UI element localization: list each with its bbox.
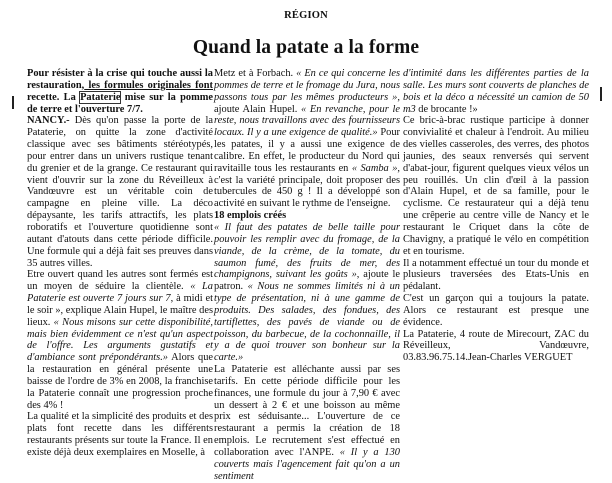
- paragraph-text: Pour les patates, il y a aussi une exigence de calibre. En effet, le producteur du Nord qui ravitaille tous les restaurants en: [214, 127, 400, 174]
- paragraph: [214, 222, 400, 364]
- paragraph: C'est un garçon qui a toujours la patate. Alors ce restaurant est presque une évidence.: [403, 293, 589, 328]
- paragraph-text: Metz et à Forbach.: [214, 68, 297, 79]
- paragraph: [27, 115, 213, 269]
- paragraph-text: de brocante !»: [415, 103, 478, 115]
- dateline: NANCY.-: [27, 115, 70, 127]
- article-body: [0, 68, 612, 483]
- quote: « Nous misons sur cette disponibilité, mais bien évidemment ce n'est qu'un aspect de l'offre. Les arguments gustatifs et d'ambiance sont prépondérants.»: [27, 316, 213, 364]
- quote: « En revanche, pour le reste, nous travaillons avec des fournisseurs locaux. Il y a une exigence de qualité.»: [214, 103, 400, 139]
- paragraph: Il a notamment effectué un tour du monde et plusieurs traversées des Etats-Unis en pédalant.: [403, 257, 589, 293]
- quote: « La Pataterie est ouverte 7 jours sur 7: [27, 281, 213, 305]
- quote: « Il y a 130 couverts mais l'agencement fait qu'on a un sentiment: [214, 447, 400, 482]
- paragraph-text: , ajoute le patron.: [214, 269, 400, 293]
- lead-text: Pour résister à la crise qui touche aussi la restauration,: [27, 68, 213, 91]
- subheading: 18 emplois créés: [214, 210, 287, 222]
- paragraph-text: Dès qu'on passe la porte de la Pataterie, on quitte la zone d'activité classique avec ses bâtiments stéréotypés, pour entrer dans un univers rustique tenant du grenier et de la grange. Ce restaurant qui vient d'ouvrir sur la zone du Réveilleux à Vandœuvre est un véritable coin de campagne en pleine ville. La déco dépaysante, les tarifs attractifs, les plats roboratifs et l'ouverture quotidienne sont autant d'atouts dans cette période difficile. Une formule qui a déjà fait ses preuves dans 35 autres villes.: [27, 115, 213, 269]
- article-lead: [27, 68, 213, 115]
- section-label: RÉGION: [284, 10, 328, 21]
- lead-text: mise sur la pomme de terre et l'ouverture 7/7.: [27, 91, 213, 115]
- paragraph: [27, 411, 213, 458]
- article-column-2: [214, 68, 400, 483]
- paragraph-text: , ajoute Alain Hupel.: [214, 91, 400, 115]
- quote: « En ce qui concerne les pommes de terre et le fromage du Jura, nous passons tous par les mêmes producteurs »: [214, 68, 400, 103]
- quote: « Il faut des patates de belle taille pour pouvoir les remplir avec du fromage, de la viande, de la crème, de la tomate, du saumon fumé, des fruits de mer, des champignons, suivant les goûts »: [214, 221, 400, 281]
- paragraph: [27, 269, 213, 411]
- address-signature: La Pataterie, 4 route de Mirecourt, ZAC du Réveilleux, Vandœuvre, 03.83.96.75.14.Jean-Charles VERGUET: [403, 328, 589, 364]
- masthead: [0, 0, 612, 60]
- lead-text: recette. La: [27, 91, 81, 103]
- paragraph: Ce bric-à-brac rustique participe à donner convivialité et chaleur à l'endroit. Au milieu des vielles casseroles, des verres, des photos jaunies, des seaux renversés qui servent d'abat-jour, figurent quelques vieux vélos un peu rouillés. Un clin d'œil à la passion d'Alain Hupel, et de sa famille, pour le cyclisme. Ce restaurateur qui a déjà tenu une crêperie au centre ville de Nancy et le restaurant le Criquet dans la côte de Chavigny, a pratiqué le vélo en compétition et en tourisme.: [403, 115, 589, 257]
- paragraph-text: Alors que la restauration en général présente une baisse de l'ordre de 3% en 2008, la franchise la Pataterie connaît une progression proche des 4% !: [27, 352, 214, 411]
- quote: « Samba »: [351, 162, 398, 174]
- paragraph-text: La Pataterie est alléchante aussi par ses tarifs. En cette période difficile pour les finances, une formule du jour à 7,90 € avec un dessert à 2 € et une boisson au même prix est séduisante... L'ouverture de ce restaurant a permis la création de 18 emplois. Le recrutement s'est effectué en collaboration avec l'ANPE.: [214, 364, 400, 458]
- paragraph: [214, 364, 400, 482]
- lead-underlined-text: les formules originales font: [84, 79, 213, 91]
- paragraph-text: , c'est la variété principale, doit proposer des tubercules de 450 g ! Il a développé son activité en suivant le rythme de l'enseigne.: [214, 162, 401, 210]
- paragraph: [214, 68, 400, 210]
- article-column-1: [27, 68, 213, 459]
- highlighted-word: Pataterie: [80, 91, 121, 103]
- paragraph-text: La qualité et la simplicité des produits et des plats font recette dans les différents restaurants présents sur toute la France. Il en existe déjà deux exemplaires en Moselle, à: [27, 411, 213, 458]
- quote: d'intimité dans les différentes parties de la salle. Les murs sont couverts de planches de bois et la déco a nécessité un camion de 50 m3: [403, 68, 589, 115]
- paragraph-text: , à midi et le soir », explique Alain Hupel, le maître des lieux.: [27, 293, 213, 328]
- quote: « Nous ne sommes limités ni à un type de présentation, ni à une gamme de produits. Des salades, des fondues, des tartiflettes, des pavés de viande ou de poisson, du barbecue, de la cochonnaille, il y a de quoi trouver son bonheur sur la carte.»: [214, 281, 400, 364]
- article-title: Quand la patate a la forme: [192, 37, 420, 58]
- article-column-3: [403, 68, 589, 364]
- paragraph: [403, 68, 589, 115]
- paragraph-text: Etre ouvert quand les autres sont fermés est un moyen de séduire la clientèle.: [27, 269, 213, 293]
